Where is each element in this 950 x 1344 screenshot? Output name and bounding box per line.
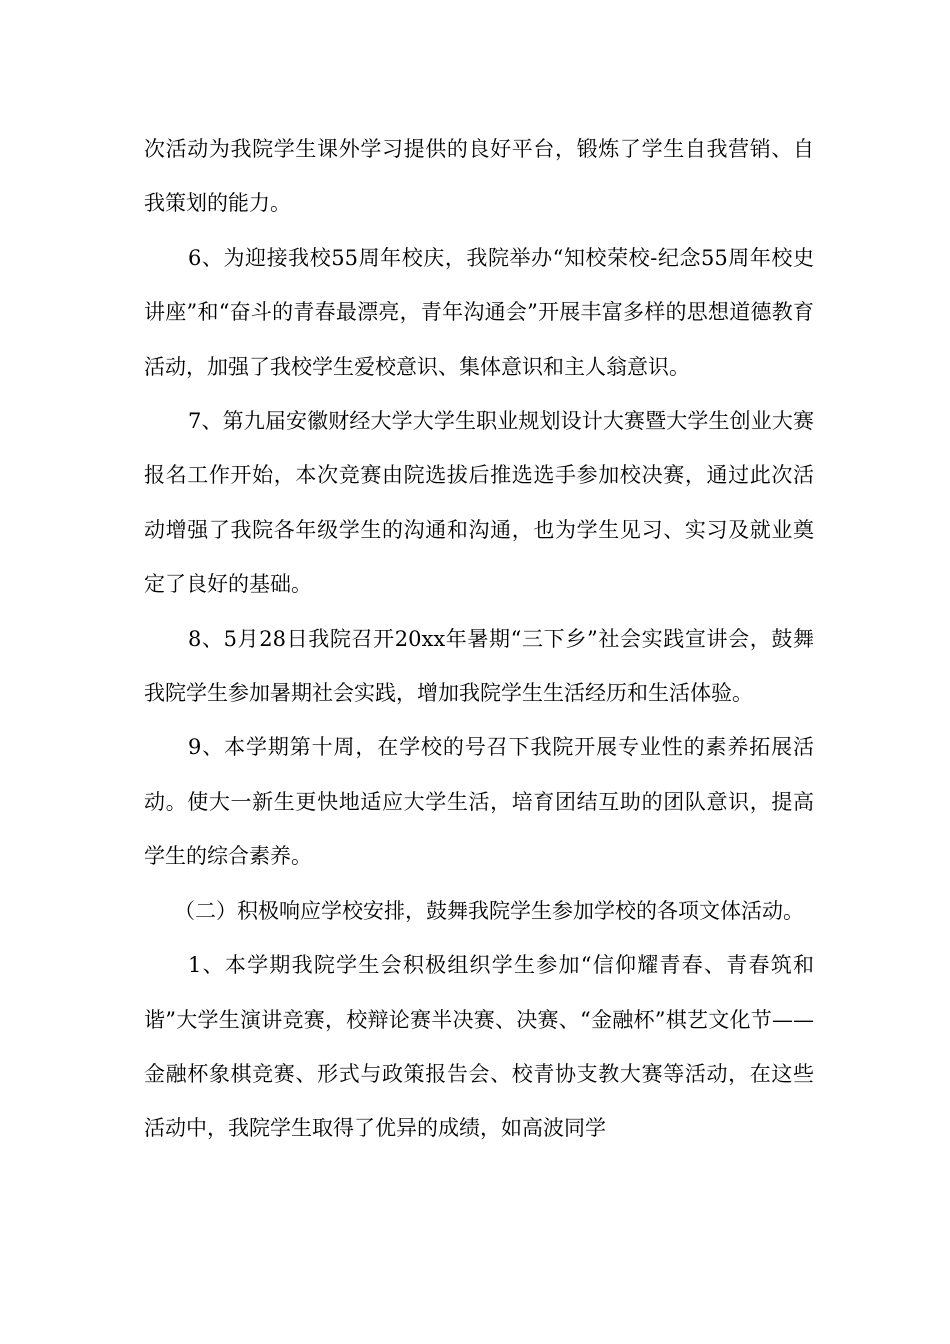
paragraph-item-9: 9、本学期第十周，在学校的号召下我院开展专业性的素养拓展活动。使大一新生更快地适应大学生活，培育团结互助的团队意识，提高学生的综合素养。 xyxy=(144,735,814,869)
document-body xyxy=(144,122,814,1156)
paragraph-continuation: 次活动为我院学生课外学习提供的良好平台，锻炼了学生自我营销、自我策划的能力。 xyxy=(144,137,814,216)
paragraph-item-1: 1、本学期我院学生会积极组织学生参加“信仰耀青春、青春筑和谐”大学生演讲竞赛，校辩论赛半决赛、决赛、“金融杯”棋艺文化节——金融杯象棋竞赛、形式与政策报告会、校青协支教大赛等活动，在这些活动中，我院学生取得了优异的成绩，如高波同学 xyxy=(144,953,814,1141)
paragraph-item-8: 8、5月28日我院召开20xx年暑期“三下乡”社会实践宣讲会，鼓舞我院学生参加暑期社会实践，增加我院学生生活经历和生活体验。 xyxy=(144,626,814,706)
paragraph-item-6: 6、为迎接我校55周年校庆，我院举办“知校荣校-纪念55周年校史讲座”和“奋斗的青春最漂亮，青年沟通会”开展丰富多样的思想道德教育活动，加强了我校学生爱校意识、集体意识和主人翁意识。 xyxy=(144,245,814,379)
section-heading-2: （二）积极响应学校安排，鼓舞我院学生参加学校的各项文体活动。 xyxy=(174,898,804,923)
paragraph-item-7: 7、第九届安徽财经大学大学生职业规划设计大赛暨大学生创业大赛报名工作开始，本次竞赛由院选拔后推选选手参加校决赛，通过此次活动增强了我院各年级学生的沟通和沟通，也为学生见习、实习及就业奠定了良好的基础。 xyxy=(144,409,814,597)
